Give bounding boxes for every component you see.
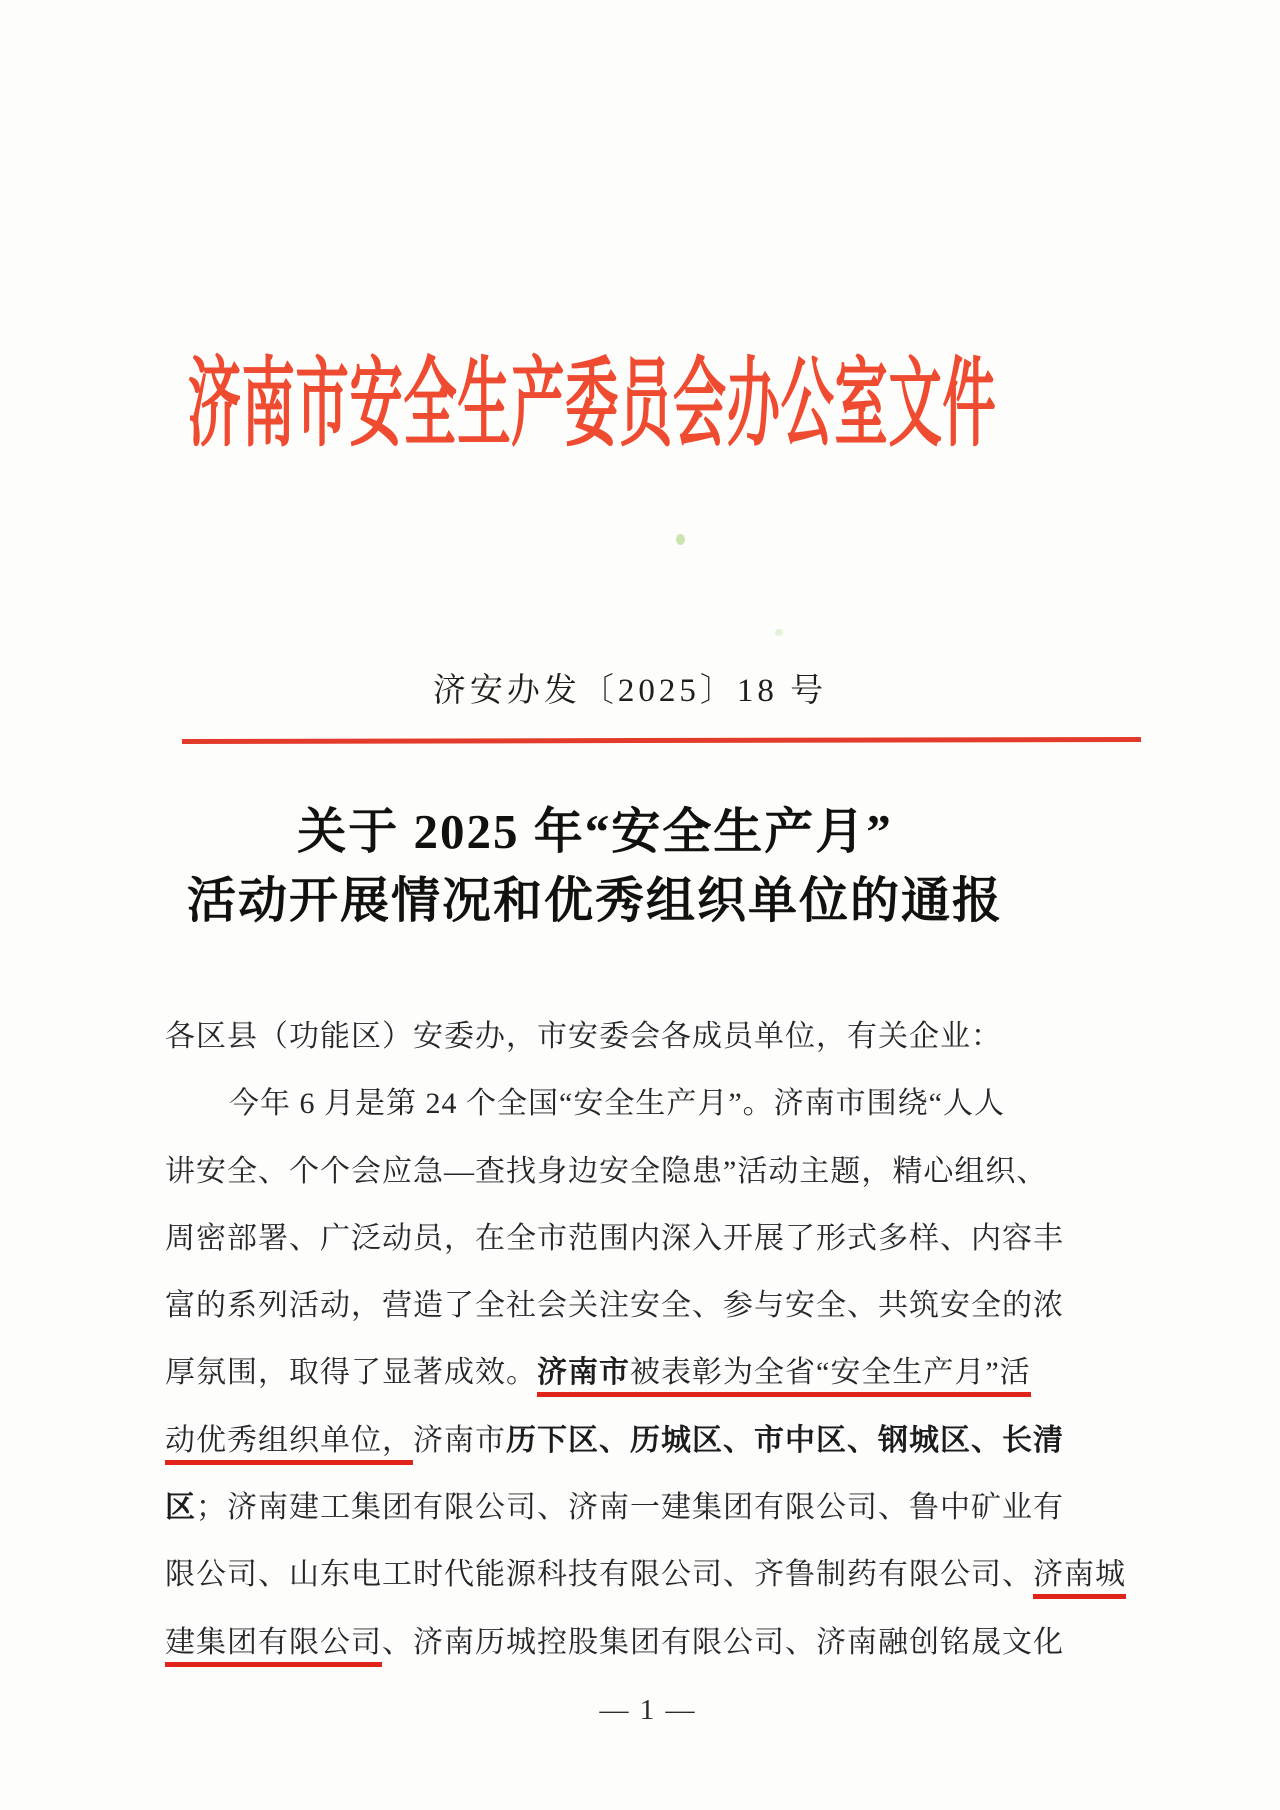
body-line-5 <box>165 1272 1065 1339</box>
body-line-10 <box>165 1609 1065 1676</box>
body-text-segment: 济南市 <box>413 1423 506 1457</box>
body-text-segment: 周密部署、广泛动员，在全市范围内深入开展了形式多样、内容丰 <box>165 1221 1064 1255</box>
body-text-segment: 、济南历城控股集团有限公司、济南融创铭晟文化 <box>382 1625 1064 1659</box>
letterhead <box>0 350 1280 460</box>
bold-text: 区 <box>165 1491 196 1525</box>
body-text-segment: 厚氛围，取得了显著成效。 <box>165 1356 537 1390</box>
body-text-segment: ；济南建工集团有限公司、济南一建集团有限公司、鲁中矿业有 <box>196 1491 1064 1525</box>
body-line-2 <box>165 1070 1065 1137</box>
red-underlined-text: 济南市 <box>537 1356 630 1397</box>
letterhead-org-title: 济南市安全生产委员会办公室文件 <box>187 351 997 458</box>
body-line-4 <box>165 1205 1065 1272</box>
red-divider-rule <box>182 737 1141 744</box>
bold-text: 历下区、历城区、市中区、钢城区、长清 <box>506 1423 1064 1457</box>
scan-artifact-speck <box>676 534 685 545</box>
body-text-segment: 限公司、山东电工时代能源科技有限公司、齐鲁制药有限公司、 <box>165 1558 1033 1592</box>
red-underlined-text: 建集团有限公司 <box>165 1626 382 1667</box>
body-line-6 <box>165 1339 1065 1406</box>
body-text-segment: 富的系列活动，营造了全社会关注安全、参与安全、共筑安全的浓 <box>165 1289 1064 1323</box>
body-line-9 <box>165 1541 1126 1608</box>
document-title-line-2: 活动开展情况和优秀组织单位的通报 <box>186 873 1003 928</box>
document-title-line-1: 关于 2025 年“安全生产月” <box>297 804 893 859</box>
body-line-8 <box>165 1474 1065 1541</box>
red-underlined-text: 被表彰为全省“安全生产月”活 <box>630 1356 1031 1397</box>
document-number: 济安办发〔2025〕18 号 <box>432 673 828 709</box>
body-line-1 <box>165 1003 1065 1070</box>
body-text <box>165 1003 1126 1676</box>
body-line-3 <box>165 1138 1065 1205</box>
red-underlined-text: 济南城 <box>1033 1558 1126 1599</box>
document-title <box>165 797 1025 935</box>
scan-artifact-speck <box>775 629 783 636</box>
page-number: — 1 — <box>599 1694 697 1726</box>
body-text-segment: 今年 6 月是第 24 个全国“安全生产月”。济南市围绕“人人 <box>229 1087 1005 1121</box>
body-line-7 <box>165 1407 1065 1474</box>
red-underlined-text: 动优秀组织单位， <box>165 1424 413 1465</box>
body-text-segment: 各区县（功能区）安委办，市安委会各成员单位，有关企业： <box>165 1020 1002 1053</box>
body-text-segment: 讲安全、个个会应急—查找身边安全隐患”活动主题，精心组织、 <box>165 1154 1048 1188</box>
